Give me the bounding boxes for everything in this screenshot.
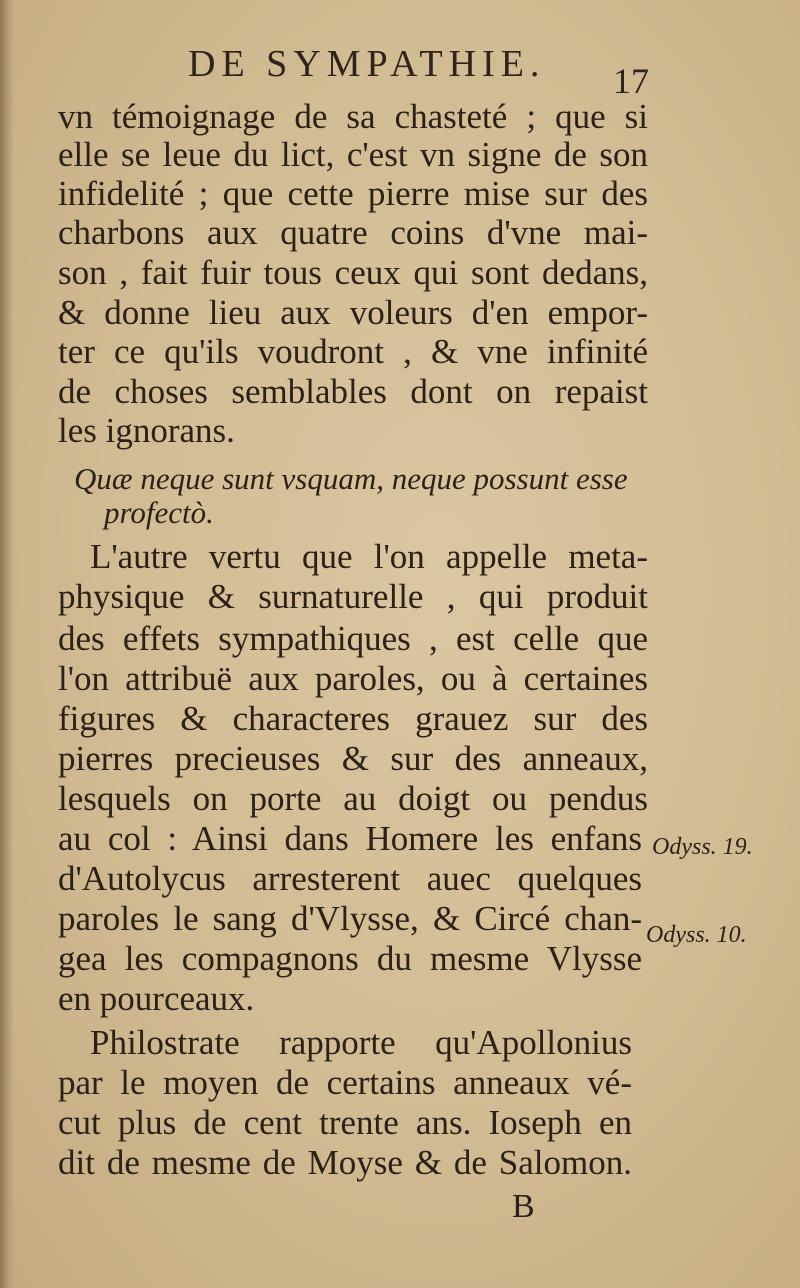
margin-note: Odyss. 10. xyxy=(646,922,747,948)
text-line: l'on attribuë aux paroles, ou à certaines xyxy=(58,659,648,698)
text-line: pierres precieuses & sur des anneaux, xyxy=(58,739,648,778)
text-line: paroles le sang d'Vlysse, & Circé chan- xyxy=(58,899,642,938)
page-number: 17 xyxy=(613,61,649,101)
text-line: elle se leue du lict, c'est vn signe de son xyxy=(58,135,648,174)
text-line: figures & characteres grauez sur des xyxy=(58,699,648,738)
text-line: physique & surnaturelle , qui produit xyxy=(58,577,648,616)
latin-quotation: Quæ neque sunt vsquam, neque possunt esse xyxy=(74,461,628,496)
text-line: cut plus de cent trente ans. Ioseph en xyxy=(58,1103,632,1142)
paragraph-first-line: L'autre vertu que l'on appelle meta- xyxy=(90,537,648,576)
latin-quotation: profectò. xyxy=(104,495,214,530)
text-line: les ignorans. xyxy=(58,411,235,450)
text-line: ter ce qu'ils voudront , & vne infinité xyxy=(58,332,648,371)
text-line: charbons aux quatre coins d'vne mai- xyxy=(58,213,648,252)
text-line: des effets sympathiques , est celle que xyxy=(58,619,648,658)
text-line: infidelité ; que cette pierre mise sur des xyxy=(58,174,648,213)
text-line: vn témoignage de sa chasteté ; que si xyxy=(58,97,648,136)
text-line: & donne lieu aux voleurs d'en empor- xyxy=(58,293,648,332)
binding-gutter xyxy=(0,0,14,1288)
text-line: gea les compagnons du mesme Vlysse xyxy=(58,939,642,978)
text-line: son , fait fuir tous ceux qui sont dedans, xyxy=(58,253,648,292)
text-line: de choses semblables dont on repaist xyxy=(58,372,648,411)
text-line: par le moyen de certains anneaux vé- xyxy=(58,1063,632,1102)
text-line: lesquels on porte au doigt ou pendus xyxy=(58,779,648,818)
text-line: en pourceaux. xyxy=(58,979,255,1018)
text-line: d'Autolycus arresterent auec quelques xyxy=(58,859,642,898)
text-line: dit de mesme de Moyse & de Salomon. xyxy=(58,1143,632,1182)
signature-mark: B xyxy=(512,1188,535,1225)
text-line: au col : Ainsi dans Homere les enfans xyxy=(58,819,642,858)
running-title: DE SYMPATHIE. xyxy=(188,43,546,85)
paragraph-first-line: Philostrate rapporte qu'Apollonius xyxy=(90,1023,632,1062)
margin-note: Odyss. 19. xyxy=(652,834,753,860)
